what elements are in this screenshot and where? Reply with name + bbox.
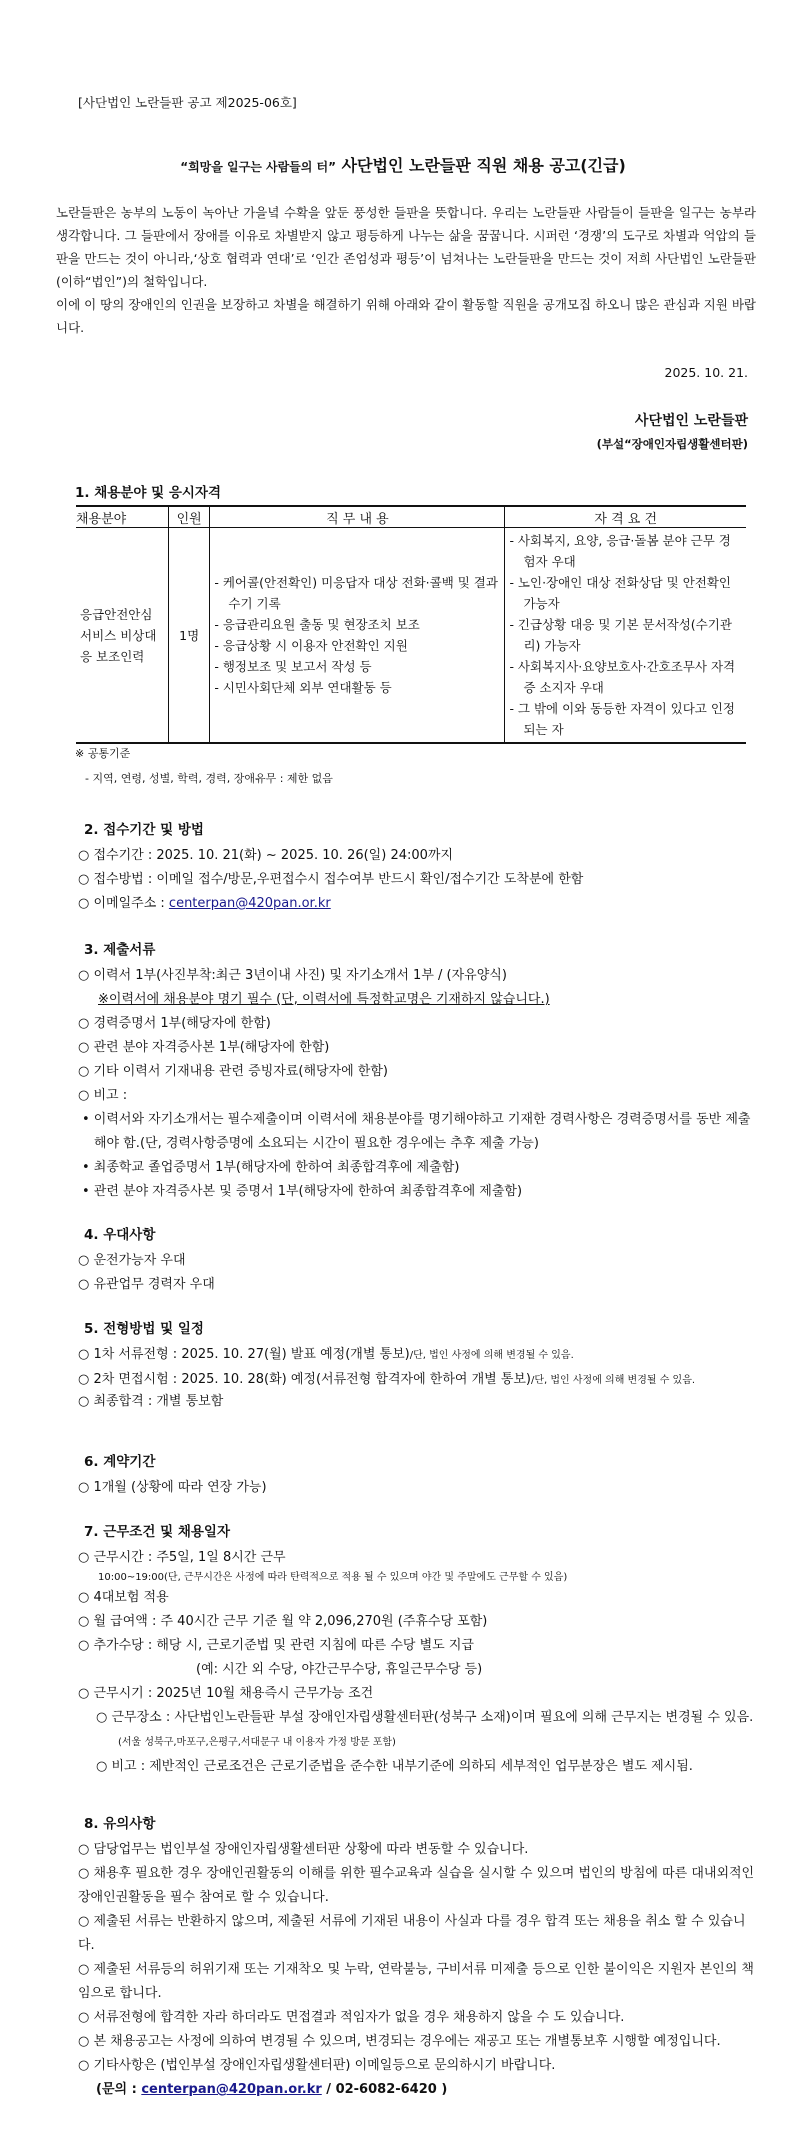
section-conditions <box>78 1520 758 1779</box>
header-qualifications: 자 격 요 건 <box>505 506 746 528</box>
selection-second: ○ 2차 면접시험 : 2025. 10. 28(화) 예정(서류전형 합격자에 한하여 개별 통보)/단, 법인 사정에 의해 변경될 수 있음. <box>78 1372 696 1387</box>
section-heading: 7. 근무조건 및 채용일자 <box>84 1524 230 1540</box>
qualification-item: - 사회복지, 요양, 응급·돌봄 분야 근무 경험자 우대 <box>509 533 731 569</box>
note-item: ○ 기타사항은 (법인부설 장애인자립생활센터판) 이메일등으로 문의하시기 바랍니다. <box>78 2058 556 2073</box>
recruitment-table <box>76 505 746 744</box>
duty-item: - 응급상황 시 이용자 안전확인 지원 <box>214 638 408 653</box>
note-item: ○ 본 채용공고는 사정에 의하여 변경될 수 있으며, 변경되는 경우에는 재공고 또는 개별통보후 시행할 예정입니다. <box>78 2034 721 2049</box>
duty-item: - 케어콜(안전확인) 미응답자 대상 전화·콜백 및 결과 수기 기록 <box>214 575 498 611</box>
contract-period: ○ 1개월 (상황에 따라 연장 가능) <box>78 1480 267 1495</box>
section-preferences <box>78 1223 758 1297</box>
intro-paragraph: 노란들판은 농부의 노동이 녹아난 가을녘 수확을 앞둔 풍성한 들판을 뜻합니다. 우리는 노란들판 사람들이 들판을 일구는 농부라 생각합니다. 그 들판에서 장애를 이유로 차별받지 않고 평등하게 나누는 삶을 꿈꿉니다. 시퍼런 ‘경쟁’의 도구로 차별과 억압의 들판을 만드는 것이 아니라,‘상호 협력과 연대’로 ‘인간 존엄성과 평등’이 넘쳐나는 노란들판을 만드는 것이 저희 사단법인 노란들판(이하“법인”)의 철학입니다. <box>56 205 756 289</box>
preference-item: ○ 유관업무 경력자 우대 <box>78 1277 215 1292</box>
posting-date: 2025. 10. 21. <box>664 365 748 380</box>
work-remark: ○ 비고 : 제반적인 근로조건은 근로기준법을 준수한 내부기준에 의하되 세부적인 업무분장은 별도 제시됨. <box>96 1759 693 1774</box>
selection-final: ○ 최종합격 : 개별 통보함 <box>78 1394 224 1409</box>
common-criteria-text: - 지역, 연령, 성별, 학력, 경력, 장애유무 : 제한 없음 <box>85 772 333 785</box>
document-resume-note: ※이력서에 채용분야 명기 필수 (단, 이력서에 특정학교명은 기재하지 않습니다.) <box>98 992 550 1007</box>
work-hours-note: 10:00~19:00(단, 근무시간은 사정에 따라 탄력적으로 적용 될 수 있으며 야간 및 주말에도 근무할 수 있음) <box>98 1572 568 1583</box>
qualification-item: - 노인·장애인 대상 전화상담 및 안전확인 가능자 <box>509 575 732 611</box>
contact-row: (문의 : centerpan@420pan.or.kr / 02-6082-6420 ) <box>96 2082 448 2097</box>
header-duties: 직 무 내 용 <box>210 506 505 528</box>
note-item: ○ 제출된 서류는 반환하지 않으며, 제출된 서류에 기재된 내용이 사실과 다를 경우 합격 또는 채용을 취소 할 수 있습니다. <box>78 1914 746 1953</box>
application-method: ○ 접수방법 : 이메일 접수/방문,우편접수시 접수여부 반드시 확인/접수기간 도착분에 한함 <box>78 872 584 887</box>
note-item: ○ 담당업무는 법인부설 장애인자립생활센터판 상황에 따라 변동할 수 있습니다. <box>78 1842 529 1857</box>
cell-count: 1명 <box>168 528 209 744</box>
cell-duties <box>210 528 505 744</box>
duty-item: - 시민사회단체 외부 연대활동 등 <box>214 680 392 695</box>
section-heading: 3. 제출서류 <box>84 942 156 958</box>
work-place: ○ 근무장소 : 사단법인노란들판 부설 장애인자립생활센터판(성북구 소재)이며 필요에 의해 근무지는 변경될 수 있음.(서울 성북구,마포구,은평구,서대문구 내 이용자 가정 방문 포함) <box>96 1710 754 1748</box>
header-field: 채용분야 <box>76 506 168 528</box>
application-period: ○ 접수기간 : 2025. 10. 21(화) ~ 2025. 10. 26(일) 24:00까지 <box>78 848 454 863</box>
contact-email-link[interactable]: centerpan@420pan.or.kr <box>141 2082 322 2097</box>
work-hours: ○ 근무시간 : 주5일, 1일 8시간 근무 <box>78 1550 286 1565</box>
section-heading: 8. 유의사항 <box>84 1816 156 1832</box>
note-item: ○ 채용후 필요한 경우 장애인권활동의 이해를 위한 필수교육과 실습을 실시할 수 있으며 법인의 방침에 따른 대내외적인 장애인권활동을 필수 참여로 할 수 있습니다. <box>78 1866 755 1905</box>
note-item: ○ 서류전형에 합격한 자라 하더라도 면접결과 적임자가 없을 경우 채용하지 않을 수 도 있습니다. <box>78 2010 625 2025</box>
section-contract <box>78 1450 758 1500</box>
section-heading: 2. 접수기간 및 방법 <box>84 822 204 838</box>
section-heading: 6. 계약기간 <box>84 1454 156 1470</box>
table-row <box>76 528 746 744</box>
title-main: 사단법인 노란들판 직원 채용 공고(긴급) <box>341 156 626 175</box>
salary: ○ 월 급여액 : 주 40시간 근무 기준 월 약 2,096,270원 (주휴수당 포함) <box>78 1614 488 1629</box>
section-documents <box>78 938 758 1204</box>
section-notes <box>78 1812 758 2102</box>
cell-qualifications <box>505 528 746 744</box>
email-link[interactable]: centerpan@420pan.or.kr <box>168 896 331 911</box>
common-criteria-title: ※ 공통기준 <box>75 747 131 760</box>
section-selection <box>78 1317 758 1414</box>
document-note: • 관련 분야 자격증사본 및 증명서 1부(해당자에 한하여 최종합격후에 제출함) <box>82 1184 523 1199</box>
intro-paragraph: 이에 이 땅의 장애인의 인권을 보장하고 차별을 해결하기 위해 아래와 같이 활동할 직원을 공개모집 하오니 많은 관심과 지원 바랍니다. <box>56 297 756 335</box>
notice-number: [사단법인 노란들판 공고 제2025-06호] <box>78 95 297 110</box>
selection-first: ○ 1차 서류전형 : 2025. 10. 27(월) 발표 예정(개별 통보)/단, 법인 사정에 의해 변경될 수 있음. <box>78 1347 574 1362</box>
allowance-example: (예: 시간 외 수당, 야간근무수당, 휴일근무수당 등) <box>196 1662 483 1677</box>
document-note: • 이력서와 자기소개서는 필수제출이며 이력서에 채용분야를 명기해야하고 기재한 경력사항은 경력증명서를 동반 제출해야 함.(단, 경력사항증명에 소요되는 시간이 필요한 경우에는 추후 제출 가능) <box>82 1112 751 1151</box>
document-item: ○ 기타 이력서 기재내용 관련 증빙자료(해당자에 한함) <box>78 1064 388 1079</box>
intro-text <box>56 201 756 339</box>
title-slogan: “희망을 일구는 사람들의 터” <box>180 160 337 174</box>
document-resume: ○ 이력서 1부(사진부착:최근 3년이내 사진) 및 자기소개서 1부 / (자유양식) <box>78 968 507 983</box>
section-heading: 5. 전형방법 및 일정 <box>84 1321 204 1337</box>
section-application <box>78 818 758 916</box>
qualification-item: - 긴급상황 대응 및 기본 문서작성(수기관리) 가능자 <box>509 617 732 653</box>
insurance: ○ 4대보험 적용 <box>78 1590 169 1605</box>
table-header-row <box>76 506 746 528</box>
page-title <box>0 153 806 176</box>
organization-subtitle: (부설“장애인자립생활센터판) <box>596 437 748 451</box>
organization-name: 사단법인 노란들판 <box>634 413 748 429</box>
allowance: ○ 추가수당 : 해당 시, 근로기준법 및 관련 지침에 따른 수당 별도 지급 <box>78 1638 474 1653</box>
document-item: ○ 경력증명서 1부(해당자에 한함) <box>78 1016 271 1031</box>
section-heading: 4. 우대사항 <box>84 1227 156 1243</box>
note-item: ○ 제출된 서류등의 허위기재 또는 기재착오 및 누락, 연락불능, 구비서류 미제출 등으로 인한 불이익은 지원자 본인의 책임으로 합니다. <box>78 1962 754 2001</box>
document-item: ○ 관련 분야 자격증사본 1부(해당자에 한함) <box>78 1040 330 1055</box>
cell-field: 응급안전안심서비스 비상대응 보조인력 <box>76 528 168 744</box>
duty-item: - 응급관리요원 출동 및 현장조치 보조 <box>214 617 420 632</box>
preference-item: ○ 운전가능자 우대 <box>78 1253 186 1268</box>
document-note: • 최종학교 졸업증명서 1부(해당자에 한하여 최종합격후에 제출함) <box>82 1160 460 1175</box>
section-heading-recruitment: 1. 채용분야 및 응시자격 <box>75 485 221 501</box>
work-start: ○ 근무시기 : 2025년 10월 채용즉시 근무가능 조건 <box>78 1686 374 1701</box>
email-label: ○ 이메일주소 : <box>78 896 169 911</box>
duty-item: - 행정보조 및 보고서 작성 등 <box>214 659 372 674</box>
qualification-item: - 그 밖에 이와 동등한 자격이 있다고 인정되는 자 <box>509 701 735 737</box>
qualification-item: - 사회복지사·요양보호사·간호조무사 자격증 소지자 우대 <box>509 659 736 695</box>
application-email-row <box>78 892 758 916</box>
header-count: 인원 <box>168 506 209 528</box>
document-item: ○ 비고 : <box>78 1088 128 1103</box>
